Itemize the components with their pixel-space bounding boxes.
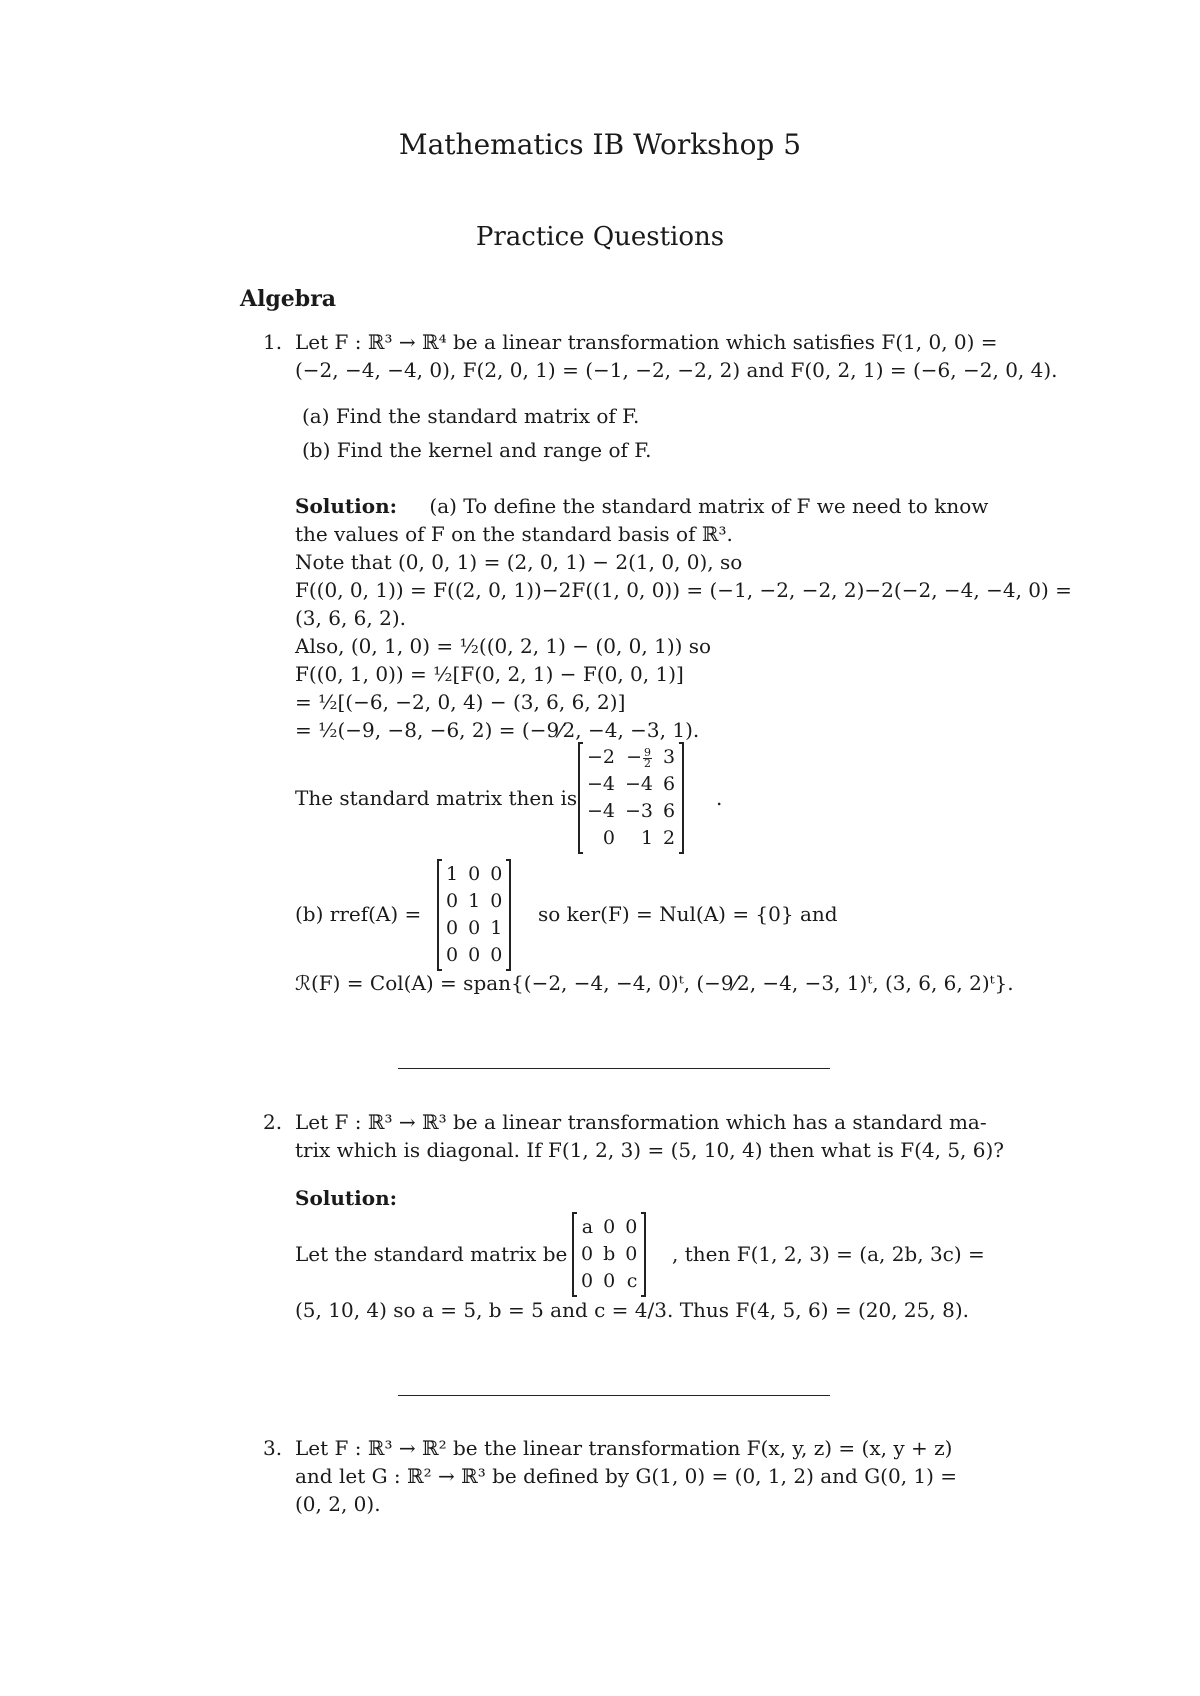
matrix-cell: 0 (468, 944, 481, 966)
matrix-cell: 0 (581, 1270, 594, 1292)
matrix-row (576, 1214, 642, 1241)
matrix-row (576, 1241, 642, 1268)
matrix-cell: 3 (663, 746, 676, 768)
part-a: (a) Find the standard matrix of F. (302, 404, 640, 428)
matrix-cell: 1 (640, 827, 654, 849)
solution-line: Let the standard matrix be (295, 1242, 568, 1266)
solution-line: Note that (0, 0, 1) = (2, 0, 1) − 2(1, 0, 0), so (295, 550, 743, 574)
matrix-cell: 2 (663, 827, 676, 849)
diagonal-matrix (572, 1214, 646, 1295)
statement-line: (−2, −4, −4, 0), F(2, 0, 1) = (−1, −2, −2, 2) and F(0, 2, 1) = (−6, −2, 0, 4). (295, 358, 1058, 382)
matrix-cell: 0 (446, 890, 459, 912)
solution-text: (a) To define the standard matrix of F we need to know (429, 494, 989, 518)
rref-matrix (437, 861, 511, 969)
period: . (716, 786, 723, 810)
matrix-row (441, 888, 507, 915)
standard-matrix (578, 744, 684, 852)
solution-line: (3, 6, 6, 2). (295, 606, 407, 630)
matrix-row (576, 1268, 642, 1295)
matrix-cell: −4 (587, 773, 616, 795)
matrix-row (441, 942, 507, 969)
solution-line: F((0, 1, 0)) = ½[F(0, 2, 1) − F(0, 0, 1)] (295, 662, 684, 686)
matrix-cell: 0 (468, 863, 481, 885)
matrix-cell: − $\frac{9}{2}$ (626, 745, 652, 770)
document-title: Mathematics IB Workshop 5 (398, 128, 802, 161)
solution-label: Solution: (295, 494, 398, 518)
matrix-cell: 0 (490, 890, 503, 912)
matrix-cell: 0 (603, 1216, 616, 1238)
statement-line: (0, 2, 0). (295, 1492, 381, 1516)
matrix-cell: 1 (468, 890, 481, 912)
solution-line: F((0, 0, 1)) = F((2, 0, 1))−2F((1, 0, 0)) = (−1, −2, −2, 2)−2(−2, −4, −4, 0) = (295, 578, 1072, 602)
matrix-cell: 0 (490, 863, 503, 885)
solution-line (295, 494, 988, 518)
statement-line: trix which is diagonal. If F(1, 2, 3) = (5, 10, 4) then what is F(4, 5, 6)? (295, 1138, 1005, 1162)
solution-line: , then F(1, 2, 3) = (a, 2b, 3c) = (672, 1242, 985, 1266)
section-heading: Algebra (240, 286, 337, 312)
solution-label: Solution: (295, 1186, 398, 1210)
matrix-cell: b (603, 1243, 616, 1265)
matrix-cell: 0 (468, 917, 481, 939)
matrix-cell: 6 (663, 773, 676, 795)
matrix-cell: 0 (490, 944, 503, 966)
matrix-cell: 0 (446, 917, 459, 939)
matrix-row (582, 825, 680, 852)
solution-line: (5, 10, 4) so a = 5, b = 5 and c = 4/3. Thus F(4, 5, 6) = (20, 25, 8). (295, 1298, 969, 1322)
solution-line: the values of F on the standard basis of ℝ³. (295, 522, 733, 546)
matrix-row (582, 771, 680, 798)
matrix-row (582, 798, 680, 825)
matrix-cell: 0 (581, 1243, 594, 1265)
statement-line: Let F : ℝ³ → ℝ² be the linear transformation F(x, y, z) = (x, y + z) (295, 1436, 953, 1460)
matrix-cell: −2 (587, 746, 616, 768)
matrix-cell: 1 (446, 863, 459, 885)
question-number: 3. (263, 1436, 283, 1460)
solution-line: = ½[(−6, −2, 0, 4) − (3, 6, 6, 2)] (295, 690, 626, 714)
matrix-cell: 6 (663, 800, 676, 822)
matrix-row (441, 915, 507, 942)
solution-line: Also, (0, 1, 0) = ½((0, 2, 1) − (0, 0, 1)) so (295, 634, 712, 658)
matrix-cell: 0 (625, 1243, 638, 1265)
section-divider (398, 1395, 830, 1396)
matrix-cell: 1 (490, 917, 503, 939)
question-number: 2. (263, 1110, 283, 1134)
matrix-cell: −4 (587, 800, 616, 822)
kernel-statement: so ker(F) = Nul(A) = {0} and (538, 902, 838, 926)
document-subtitle: Practice Questions (475, 222, 725, 252)
statement-line: Let F : ℝ³ → ℝ³ be a linear transformation which has a standard ma- (295, 1110, 987, 1134)
section-divider (398, 1068, 830, 1069)
matrix-cell: 0 (625, 1216, 638, 1238)
matrix-cell: 0 (603, 1270, 616, 1292)
statement-line: and let G : ℝ² → ℝ³ be defined by G(1, 0) = (0, 1, 2) and G(0, 1) = (295, 1464, 958, 1488)
matrix-cell: 0 (602, 827, 616, 849)
standard-matrix-text: The standard matrix then is (295, 786, 578, 810)
question-number: 1. (263, 330, 283, 354)
matrix-cell: −4 (625, 773, 654, 795)
statement-line: Let F : ℝ³ → ℝ⁴ be a linear transformation which satisfies F(1, 0, 0) = (295, 330, 998, 354)
matrix-cell: 0 (446, 944, 459, 966)
solution-line: = ½(−9, −8, −6, 2) = (−9⁄2, −4, −3, 1). (295, 718, 700, 742)
matrix-cell: a (581, 1216, 594, 1238)
part-b: (b) Find the kernel and range of F. (302, 438, 652, 462)
range-statement: ℛ(F) = Col(A) = span{(−2, −4, −4, 0)ᵗ, (−9⁄2, −4, −3, 1)ᵗ, (3, 6, 6, 2)ᵗ}. (295, 971, 1014, 995)
matrix-cell: c (626, 1270, 638, 1292)
matrix-row (441, 861, 507, 888)
matrix-cell: −3 (625, 800, 654, 822)
matrix-row (582, 744, 680, 771)
rref-prefix: (b) rref(A) = (295, 902, 422, 926)
